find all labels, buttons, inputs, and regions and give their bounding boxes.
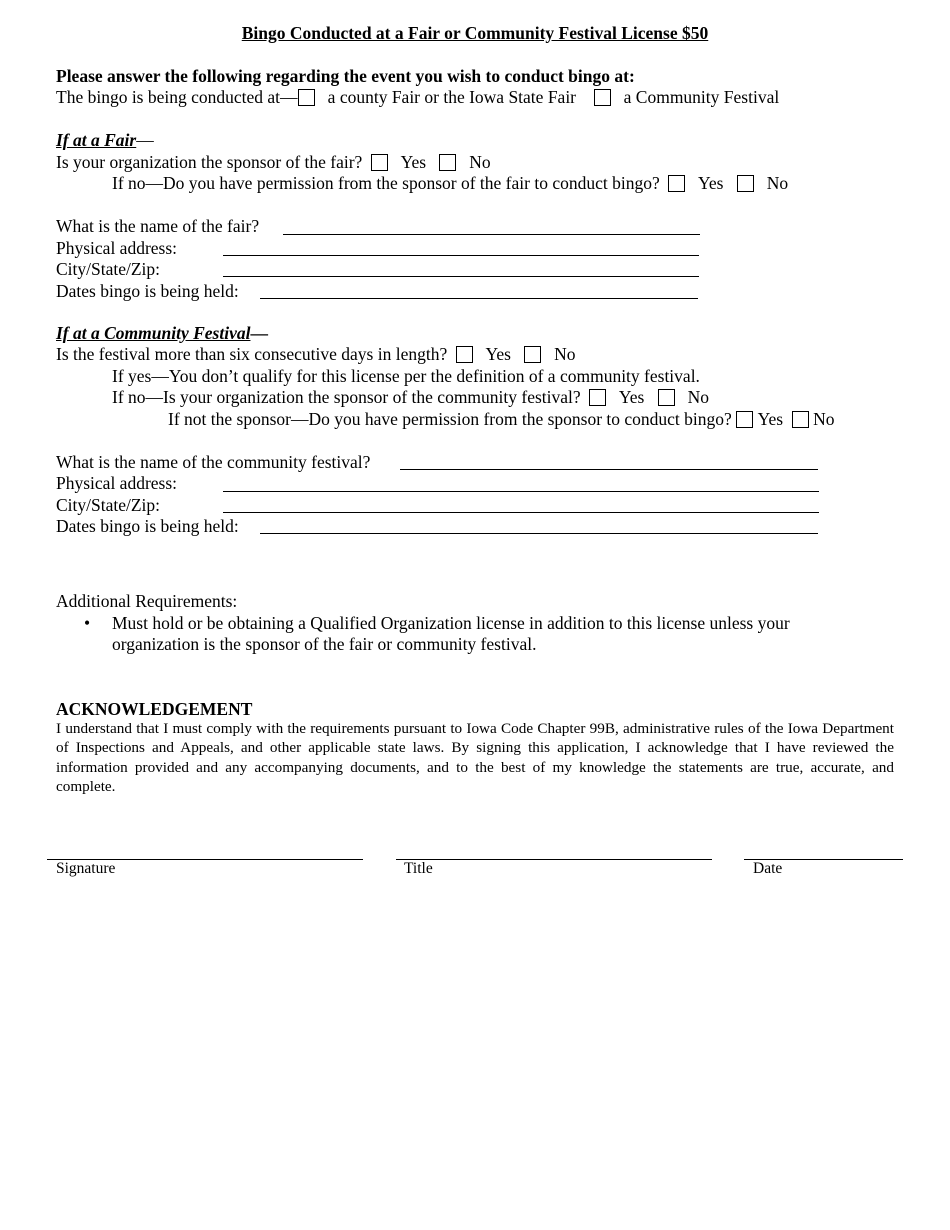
acknowledgement-body: I understand that I must comply with the requirements pursuant to Iowa Code Chapter 99B, administrative rules of the Iowa Department of Inspections and Appeals, and other applicable state laws. By signing this application, I acknowledge that I have reviewed the information provided and any accompanying documents, and to the best of my knowledge the statements are true, accurate, and complete. — [56, 720, 894, 795]
fair-sponsor-row — [56, 152, 491, 172]
festival-permission-no-checkbox[interactable] — [792, 411, 809, 428]
festival-sponsor-question: If no—Is your organization the sponsor of the community festival? — [112, 387, 581, 407]
bullet-dot: • — [84, 613, 91, 633]
festival-heading-dash: — — [250, 323, 268, 343]
fair-permission-yes-label: Yes — [697, 173, 724, 193]
festival-length-question: Is the festival more than six consecutive days in length? — [56, 344, 448, 364]
festival-sponsor-no-checkbox[interactable] — [658, 389, 675, 406]
fair-address-label: Physical address: — [56, 238, 178, 258]
fair-dates-field[interactable] — [260, 298, 698, 299]
fair-option-label: a county Fair or the Iowa State Fair — [327, 87, 577, 107]
fair-sponsor-question: Is your organization the sponsor of the fair? — [56, 152, 363, 172]
festival-permission-yes-checkbox[interactable] — [736, 411, 753, 428]
fair-heading-dash: — — [136, 130, 154, 150]
festival-city-label: City/State/Zip: — [56, 495, 161, 515]
date-label: Date — [753, 860, 783, 877]
festival-sponsor-no-label: No — [687, 387, 710, 407]
festival-dates-label: Dates bingo is being held: — [56, 516, 239, 536]
title-line[interactable] — [396, 859, 712, 860]
intro-prefix: The bingo is being conducted at— — [56, 87, 298, 107]
festival-option-checkbox[interactable] — [594, 89, 611, 106]
intro-heading: Please answer the following regarding the event you wish to conduct bingo at: — [56, 66, 635, 86]
fair-permission-row — [112, 173, 788, 193]
intro-location-row — [56, 87, 779, 107]
festival-length-no-label: No — [554, 344, 576, 364]
additional-heading: Additional Requirements: — [56, 591, 238, 611]
fair-name-label: What is the name of the fair? — [56, 216, 260, 236]
festival-name-label: What is the name of the community festival? — [56, 452, 371, 472]
festival-permission-row — [168, 409, 835, 429]
fair-sponsor-no-checkbox[interactable] — [439, 154, 456, 171]
form-title: Bingo Conducted at a Fair or Community Festival License $50 — [241, 23, 709, 43]
signature-label: Signature — [56, 860, 116, 877]
festival-sponsor-yes-label: Yes — [618, 387, 645, 407]
festival-dates-field[interactable] — [260, 533, 818, 534]
festival-length-row — [56, 344, 576, 364]
fair-name-field[interactable] — [283, 234, 700, 235]
fair-permission-no-checkbox[interactable] — [737, 175, 754, 192]
fair-heading: If at a Fair — [56, 130, 137, 150]
fair-permission-question: If no—Do you have permission from the sponsor of the fair to conduct bingo? — [112, 173, 660, 193]
festival-heading: If at a Community Festival — [56, 323, 251, 343]
festival-address-label: Physical address: — [56, 473, 178, 493]
festival-permission-yes-label: Yes — [757, 409, 784, 429]
fair-option-checkbox[interactable] — [298, 89, 315, 106]
fair-address-field[interactable] — [223, 255, 699, 256]
title-label: Title — [404, 860, 433, 877]
festival-sponsor-row — [112, 387, 709, 407]
fair-city-label: City/State/Zip: — [56, 259, 161, 279]
fair-sponsor-yes-checkbox[interactable] — [371, 154, 388, 171]
fair-sponsor-yes-label: Yes — [400, 152, 427, 172]
fair-sponsor-no-label: No — [469, 152, 491, 172]
fair-city-field[interactable] — [223, 276, 699, 277]
festival-address-field[interactable] — [223, 491, 819, 492]
fair-permission-yes-checkbox[interactable] — [668, 175, 685, 192]
additional-requirement-item: Must hold or be obtaining a Qualified Organization license in addition to this license unless your organization is the sponsor of the fair or community festival. — [112, 613, 790, 654]
festival-permission-no-label: No — [813, 409, 835, 429]
festival-option-label: a Community Festival — [623, 87, 780, 107]
fair-dates-label: Dates bingo is being held: — [56, 281, 239, 301]
festival-name-field[interactable] — [400, 469, 818, 470]
festival-length-no-checkbox[interactable] — [524, 346, 541, 363]
festival-sponsor-yes-checkbox[interactable] — [589, 389, 606, 406]
festival-length-yes-checkbox[interactable] — [456, 346, 473, 363]
festival-permission-question: If not the sponsor—Do you have permission from the sponsor to conduct bingo? — [168, 409, 732, 429]
festival-heading-row — [56, 323, 268, 343]
acknowledgement-heading: ACKNOWLEDGEMENT — [56, 699, 253, 719]
festival-city-field[interactable] — [223, 512, 819, 513]
festival-if-yes-note: If yes—You don’t qualify for this license per the definition of a community festival. — [112, 366, 700, 386]
fair-heading-row — [56, 130, 154, 150]
fair-permission-no-label: No — [766, 173, 789, 193]
festival-length-yes-label: Yes — [485, 344, 511, 364]
